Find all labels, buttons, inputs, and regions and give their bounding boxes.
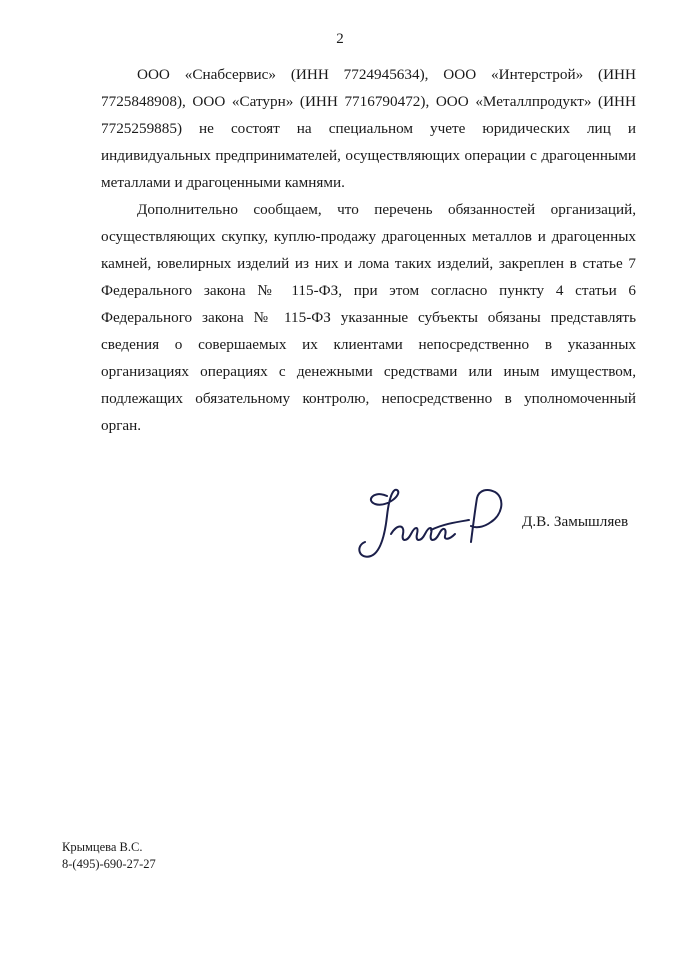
executor-name: Крымцева В.С. — [62, 840, 143, 854]
executor-block — [62, 839, 156, 873]
executor-phone: 8-(495)-690-27-27 — [62, 857, 156, 871]
signer-name: Д.В. Замышляев — [522, 513, 629, 530]
paragraph-registration-status: ООО «Снабсервис» (ИНН 7724945634), ООО «Интерстрой» (ИНН 7725848908), ООО «Сатурн» (ИНН 7716790472), ООО «Металлпродукт» (ИНН 7725259885) не состоят на специальном учете юридических лиц и индивидуальных предпринимателей, осуществляющих операции с драгоценными металлами и драгоценными камнями. — [101, 66, 636, 191]
handwritten-signature — [345, 468, 525, 578]
paragraph-obligations: Дополнительно сообщаем, что перечень обязанностей организаций, осуществляющих скупку, куплю-продажу драгоценных металлов и драгоценных камней, ювелирных изделий из них и лома таких изделий, закреплен в статье 7 Федерального закона № 115-ФЗ, при этом согласно пункту 4 статьи 6 Федерального закона № 115-ФЗ указанные субъекты обязаны представлять сведения о совершаемых их клиентами непосредственно в указанных организациях операциях с денежными средствами или иным имуществом, подлежащих обязательному контролю, непосредственно в уполномоченный орган. — [101, 201, 636, 434]
page-number: 2 — [336, 31, 344, 47]
